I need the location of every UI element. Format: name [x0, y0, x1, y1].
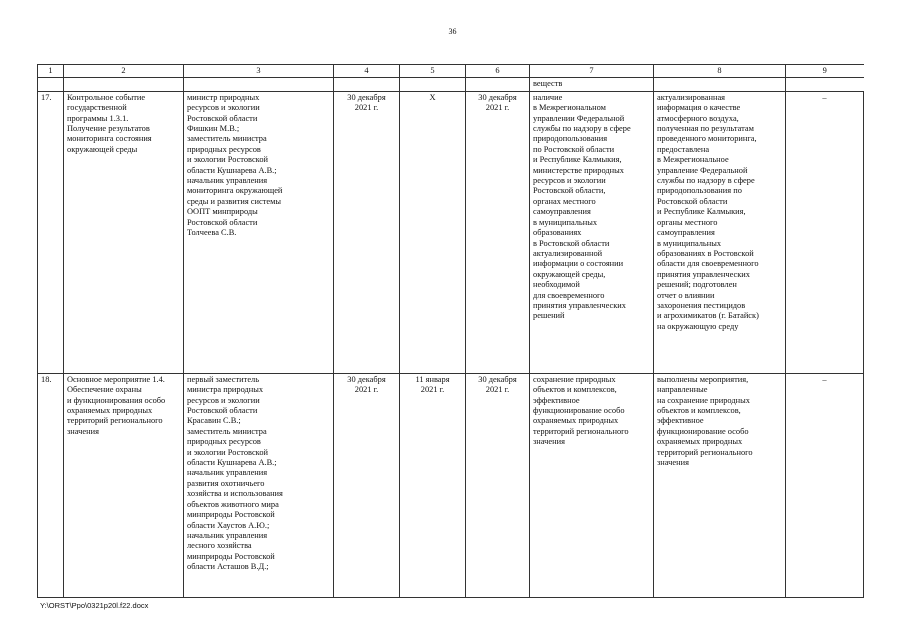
end-date: 30 декабря 2021 г. [466, 91, 530, 373]
carry-over-cell [654, 78, 786, 91]
carry-over-cell [64, 78, 184, 91]
column-number: 5 [400, 65, 466, 78]
planned-date: 30 декабря 2021 г. [334, 91, 400, 373]
carry-over-cell [786, 78, 864, 91]
column-number: 3 [184, 65, 334, 78]
column-number-row [38, 65, 864, 78]
responsible-persons: министр природных ресурсов и экологии Ростовской области Фишкин М.В.; заместитель министра природных ресурсов и экологии Ростовской области Кушнарева А.В.; начальник управления мониторинга окружающей среды и развития системы ООПТ минприроды Ростовской области Толчеева С.В. [184, 91, 334, 373]
event-name: Контрольное событие государственной программы 1.3.1. Получение результатов мониторинга состояния окружающей среды [64, 91, 184, 373]
event-name: Основное мероприятие 1.4. Обеспечение охраны и функционирования особо охраняемых природных территорий регионального значения [64, 373, 184, 597]
page-number: 36 [448, 27, 457, 36]
planned-date: 30 декабря 2021 г. [334, 373, 400, 597]
table-row [38, 373, 864, 597]
footer-file-path: Y:\ORST\Ppo\0321p20l.f22.docx [40, 601, 149, 610]
column-number: 1 [38, 65, 64, 78]
carry-over-row [38, 78, 864, 91]
column-number: 4 [334, 65, 400, 78]
report-table [37, 64, 864, 598]
start-date: X [400, 91, 466, 373]
expected-result: наличие в Межрегиональном управлении Федеральной службы по надзору в сфере природопользования по Ростовской области и Республике Калмыкия, министерстве природных ресурсов и экологии Ростовской области, органах местного самоуправления в муниципальных образованиях в Ростовской области актуализированной информации о состоянии окружающей среды, необходимой для своевременного принятия управленческих решений [530, 91, 654, 373]
notes-cell: – [786, 91, 864, 373]
column-number: 7 [530, 65, 654, 78]
end-date: 30 декабря 2021 г. [466, 373, 530, 597]
responsible-persons: первый заместитель министра природных ресурсов и экологии Ростовской области Красавин С.В.; заместитель министра природных ресурсов и экологии Ростовской области Кушнарева А.В.; начальник управления развития охотничьего хозяйства и использования объектов животного мира минприроды Ростовской области Хаустов А.Ю.; начальник управления лесного хозяйства минприроды Ростовской области Асташов В.Д.; [184, 373, 334, 597]
carry-over-result-text: веществ [530, 78, 654, 91]
carry-over-cell [38, 78, 64, 91]
start-date: 11 января 2021 г. [400, 373, 466, 597]
notes-cell: – [786, 373, 864, 597]
actual-result: актуализированная информация о качестве атмосферного воздуха, полученная по результатам проведенного мониторинга, предоставлена в Межрегиональное управление Федеральной службы по надзору в сфере природопользования по Ростовской области и Республике Калмыкия, органы местного самоуправления в муниципальных образованиях в Ростовской области для своевременного принятия управленческих решений; подготовлен отчет о влиянии захоронения пестицидов и агрохимикатов (г. Батайск) на окружающую среду [654, 91, 786, 373]
row-number: 18. [38, 373, 64, 597]
column-number: 9 [786, 65, 864, 78]
row-number: 17. [38, 91, 64, 373]
column-number: 2 [64, 65, 184, 78]
carry-over-cell [466, 78, 530, 91]
column-number: 8 [654, 65, 786, 78]
table-row [38, 91, 864, 373]
expected-result: сохранение природных объектов и комплексов, эффективное функционирование особо охраняемых природных территорий регионального значения [530, 373, 654, 597]
carry-over-cell [184, 78, 334, 91]
carry-over-cell [400, 78, 466, 91]
carry-over-cell [334, 78, 400, 91]
actual-result: выполнены мероприятия, направленные на сохранение природных объектов и комплексов, эффективное функционирование особо охраняемых природных территорий регионального значения [654, 373, 786, 597]
column-number: 6 [466, 65, 530, 78]
